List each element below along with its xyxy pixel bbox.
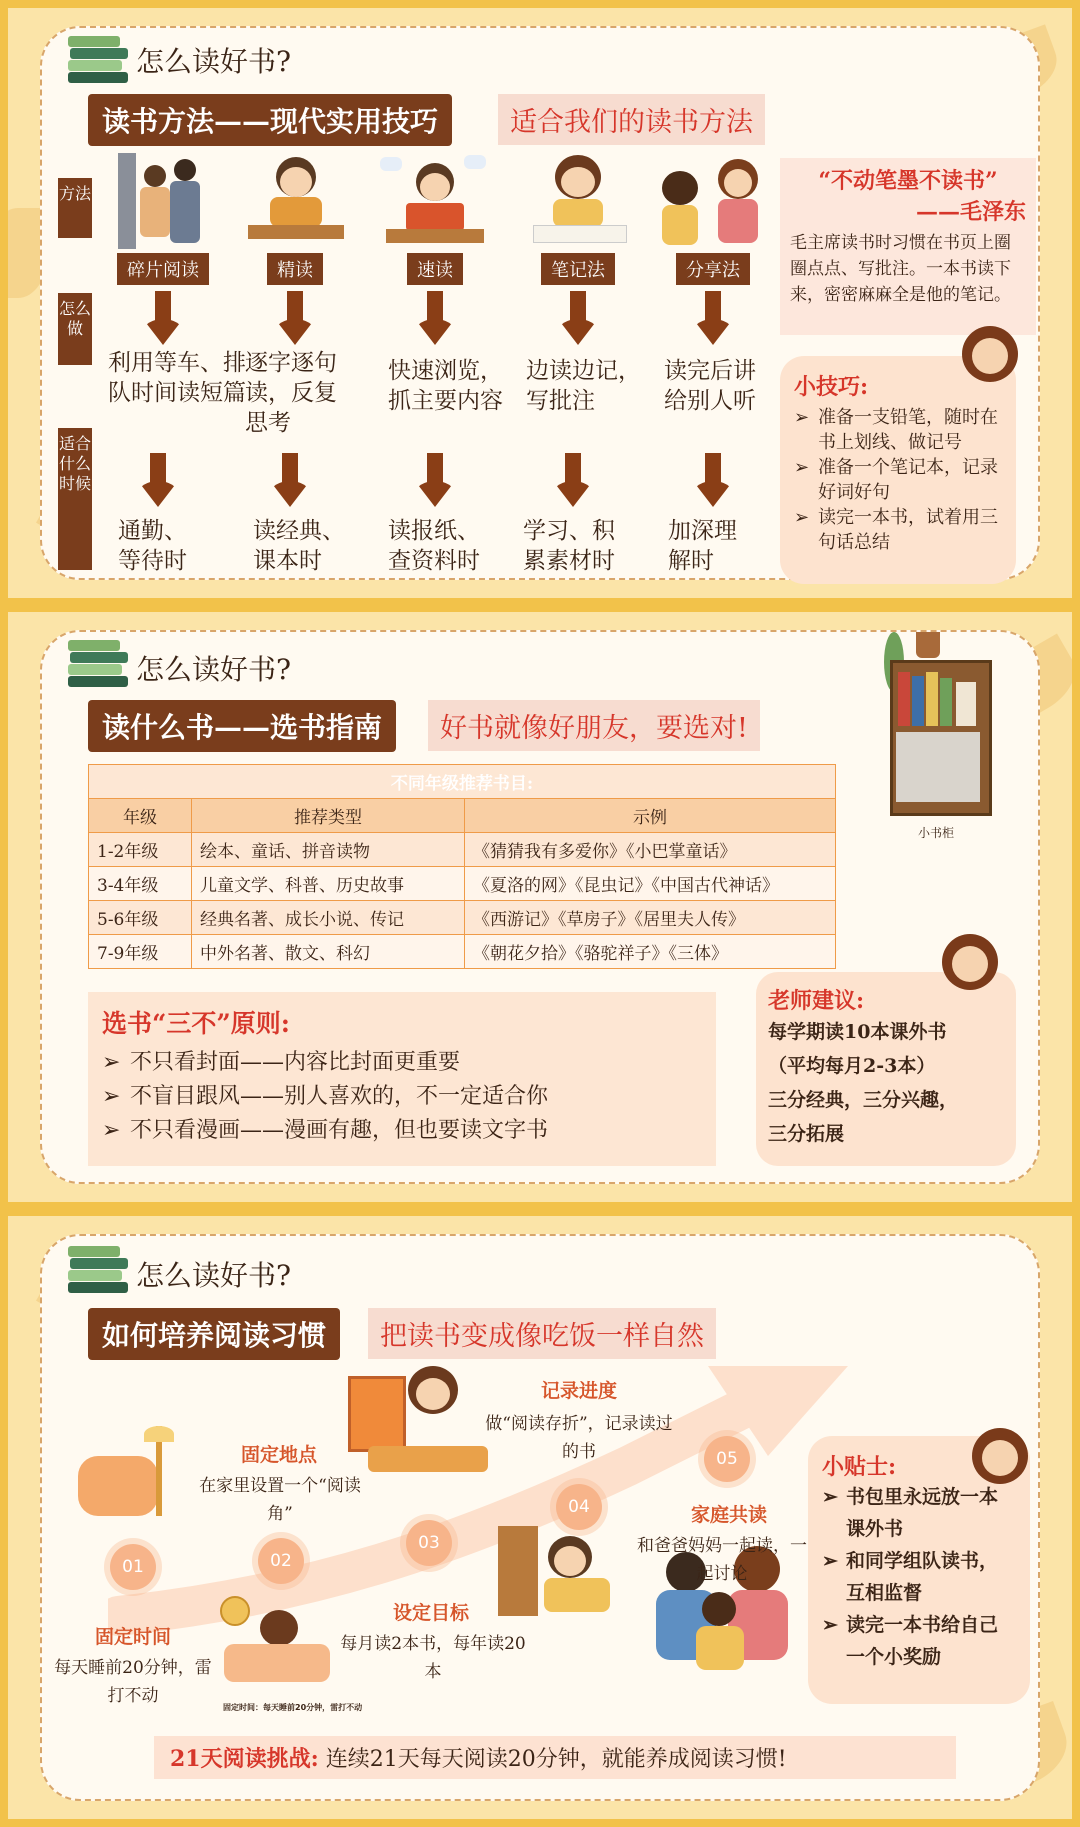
teacher-avatar: [968, 1428, 1032, 1492]
books-icon: [68, 640, 128, 692]
challenge-label: 21天阅读挑战:: [170, 1746, 319, 1772]
teacher-advice-box: [756, 972, 1016, 1166]
down-arrow-icon: [693, 453, 733, 509]
how-speed: 快速浏览，抓主要内容: [388, 358, 503, 414]
panel-reading-methods: [8, 8, 1072, 598]
reading-challenge-banner: [154, 1736, 956, 1779]
step-desc: 每月读2本书，每年读20本: [340, 1634, 526, 1682]
selection-rules-box: [88, 992, 716, 1166]
tips-heading: 小技巧:: [794, 374, 869, 400]
advice-line: 每学期读10本课外书: [768, 1021, 947, 1043]
table-row: [89, 901, 836, 935]
when-notes: 学习、积累素材时: [523, 518, 615, 574]
method-tag-share: 分享法: [676, 253, 750, 285]
books-icon: [68, 1246, 128, 1298]
rules-heading: 选书“三不”原则:: [102, 1009, 290, 1038]
advice-line: 三分拓展: [768, 1123, 845, 1145]
step-badge: 05: [704, 1436, 750, 1482]
down-arrow-icon: [553, 453, 593, 509]
girl-writing-illustration: [523, 153, 633, 249]
tip-item: ➢ 读完一本书给自己一个小奖励: [822, 1609, 1016, 1673]
when-intensive: 读经典、课本时: [253, 518, 345, 574]
table-cell: 《西游记》《草房子》《居里夫人传》: [465, 901, 836, 935]
method-intensive: [230, 153, 360, 285]
table-cell: 7-9年级: [89, 935, 192, 969]
table-cell: 《夏洛的网》《昆虫记》《中国古代神话》: [465, 867, 836, 901]
down-arrow-icon: [270, 453, 310, 509]
girl-at-desk-illustration: [348, 1366, 488, 1486]
down-arrow-icon: [143, 291, 183, 347]
down-arrow-icon: [275, 291, 315, 347]
step-heading: 固定时间: [94, 1626, 171, 1648]
panel-reading-habits: [8, 1216, 1072, 1819]
rule-item: ➢ 不只看封面——内容比封面更重要: [102, 1046, 702, 1080]
step-heading: 设定目标: [392, 1602, 469, 1624]
down-arrow-icon: [693, 291, 733, 347]
kids-sharing-illustration: [658, 153, 768, 249]
step-desc: 做“阅读存折”，记录读过的书: [485, 1414, 673, 1462]
quote-box: [780, 158, 1036, 335]
when-speed: 读报纸、查资料时: [388, 518, 480, 574]
table-cell: 3-4年级: [89, 867, 192, 901]
table-caption: 不同年级推荐书目:: [89, 765, 836, 799]
tip-item: ➢ 和同学组队读书，互相监督: [822, 1545, 1016, 1609]
girl-in-bed-illustration: [214, 1596, 334, 1696]
teacher-avatar: [958, 326, 1022, 390]
table-cell: 儿童文学、科普、历史故事: [192, 867, 465, 901]
method-tag-intensive: 精读: [267, 253, 323, 285]
small-caption: 固定时间：每天睡前20分钟，雷打不动: [223, 1703, 363, 1712]
section-subtitle: 把读书变成像吃饭一样自然: [368, 1308, 716, 1359]
section-question: 怎么读好书?: [136, 653, 292, 686]
how-notes: 边读边记，写批注: [526, 358, 641, 414]
tip-item: ➢ 读完一本书，试着用三句话总结: [794, 505, 1002, 555]
section-question: 怎么读好书?: [136, 1259, 292, 1292]
method-share: [648, 153, 778, 285]
boy-reading-illustration: [240, 153, 350, 249]
step-badge: 01: [110, 1544, 156, 1590]
section-title: 读什么书——选书指南: [88, 700, 396, 752]
down-arrow-icon: [415, 453, 455, 509]
table-row: [89, 867, 836, 901]
method-notes: [513, 153, 643, 285]
step-heading: 记录进度: [540, 1380, 617, 1402]
table-cell: 1-2年级: [89, 833, 192, 867]
rule-item: ➢ 不只看漫画——漫画有趣，但也要读文字书: [102, 1114, 702, 1148]
table-cell: 绘本、童话、拼音读物: [192, 833, 465, 867]
side-label-method: 方法: [58, 178, 92, 238]
table-cell: 中外名著、散文、科幻: [192, 935, 465, 969]
advice-heading: 老师建议:: [768, 988, 865, 1014]
step-desc: 在家里设置一个“阅读角”: [199, 1476, 361, 1524]
section-title: 如何培养阅读习惯: [88, 1308, 340, 1360]
how-intensive: 逐字逐句读，反复思考: [245, 350, 337, 436]
how-share: 读完后讲给别人听: [664, 358, 756, 414]
table-cell: 5-6年级: [89, 901, 192, 935]
tips-box: [780, 356, 1016, 584]
section-title: 读书方法——现代实用技巧: [88, 94, 452, 146]
when-share: 加深理解时: [668, 518, 737, 574]
method-speed: [370, 153, 500, 285]
table-cell: 《朝花夕拾》《骆驼祥子》《三体》: [465, 935, 836, 969]
tip-item: ➢ 准备一个笔记本，记录好词好句: [794, 455, 1002, 505]
reading-chair-illustration: [68, 1426, 188, 1526]
down-arrow-icon: [558, 291, 598, 347]
advice-line: （平均每月2-3本）: [768, 1055, 936, 1077]
how-fragment: 利用等车、排队时间读短篇: [108, 350, 246, 406]
commuters-illustration: [108, 153, 218, 249]
side-label-when: 适合什么时候: [58, 428, 92, 570]
advice-line: 三分经典，三分兴趣，: [768, 1089, 959, 1111]
panel-book-selection: [8, 612, 1072, 1202]
boy-with-books-illustration: [498, 1526, 628, 1636]
step-badge: 02: [258, 1538, 304, 1584]
section-subtitle: 适合我们的读书方法: [498, 94, 765, 145]
shelf-label: 小书柜: [918, 826, 955, 840]
method-tag-notes: 笔记法: [541, 253, 615, 285]
bookshelf-illustration: [876, 632, 996, 822]
when-fragment: 通勤、等待时: [118, 518, 187, 574]
tip-item: ➢ 书包里永远放一本课外书: [822, 1481, 1016, 1545]
tips-heading: 小贴士:: [822, 1454, 897, 1480]
tip-item: ➢ 准备一支铅笔，随时在书上划线、做记号: [794, 405, 1002, 455]
step-heading: 家庭共读: [690, 1504, 767, 1526]
books-icon: [68, 36, 128, 88]
section-subtitle: 好书就像好朋友，要选对!: [428, 700, 760, 751]
table-header: 推荐类型: [192, 799, 465, 833]
side-label-how: 怎么做: [58, 293, 92, 365]
step-desc: 每天睡前20分钟，雷打不动: [54, 1658, 212, 1706]
table-cell: 《猜猜我有多爱你》《小巴掌童话》: [465, 833, 836, 867]
step-badge: 03: [406, 1520, 452, 1566]
table-header: 年级: [89, 799, 192, 833]
table-header: 示例: [465, 799, 836, 833]
table-row: [89, 935, 836, 969]
method-fragment: [98, 153, 228, 285]
method-tag-fragment: 碎片阅读: [117, 253, 209, 285]
table-row: [89, 833, 836, 867]
step-badge: 04: [556, 1484, 602, 1530]
rule-item: ➢ 不盲目跟风——别人喜欢的，不一定适合你: [102, 1080, 702, 1114]
step-heading: 固定地点: [240, 1444, 317, 1466]
method-tag-speed: 速读: [407, 253, 463, 285]
boy-speed-reading-illustration: [380, 153, 490, 249]
teacher-avatar: [938, 934, 1002, 998]
step-desc: 和爸爸妈妈一起读，一起讨论: [637, 1536, 807, 1584]
quote-author: ——毛泽东: [915, 199, 1026, 225]
quote-text: “不动笔墨不读书”: [818, 168, 998, 194]
recommendation-table: [88, 764, 836, 969]
down-arrow-icon: [415, 291, 455, 347]
section-question: 怎么读好书?: [136, 45, 292, 78]
down-arrow-icon: [138, 453, 178, 509]
table-cell: 经典名著、成长小说、传记: [192, 901, 465, 935]
challenge-text: 连续21天每天阅读20分钟，就能养成阅读习惯!: [325, 1747, 787, 1772]
quote-body: 毛主席读书时习惯在书页上圈圈点点、写批注。一本书读下来，密密麻麻全是他的笔记。: [790, 233, 1011, 305]
